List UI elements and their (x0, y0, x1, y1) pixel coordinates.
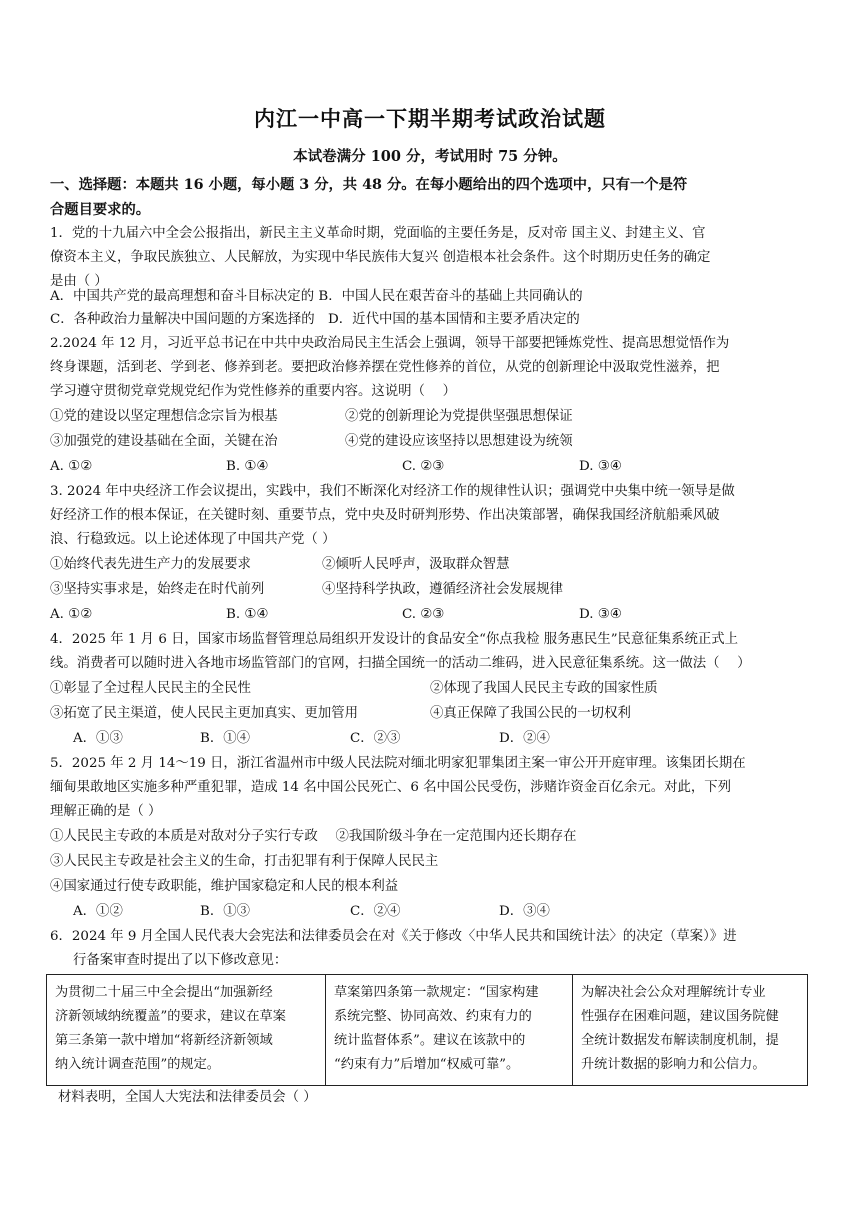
question-6-stem: 材料表明，全国人大宪法和法律委员会（ ） (58, 1090, 317, 1105)
question-3-text: 好经济工作的根本保证，在关键时刻、重要节点，党中央及时研判形势、作出决策部署，确保我国经济航船乘风破 (50, 508, 720, 523)
question-2-choice: B. ①④ (226, 459, 269, 474)
table-cell-line: 升统计数据的影响力和公信力。 (581, 1057, 766, 1072)
question-2-choice: D. ③④ (579, 459, 622, 474)
question-4-item: ①彰显了全过程人民民主的全民性 (50, 681, 251, 696)
question-4-item: ③拓宽了民主渠道，使人民民主更加真实、更加管用 (50, 706, 358, 721)
question-4-text: 线。消费者可以随时进入各地市场监管部门的官网，扫描全国统一的活动二维码，进入民意征集系统。这一做法（ ） (50, 656, 751, 671)
page-subtitle: 本试卷满分 100 分，考试用时 75 分钟。 (293, 148, 567, 165)
question-4-choice: D．②④ (499, 731, 550, 746)
table-cell (326, 975, 573, 1086)
question-4-item: ②体现了我国人民民主专政的国家性质 (430, 681, 658, 696)
question-2-item: ①党的建设以坚定理想信念宗旨为根基 (50, 409, 278, 424)
question-2-text: 学习遵守贯彻党章党规党纪作为党性修养的重要内容。这说明（ ） (50, 384, 456, 399)
table-cell-line: 统计监督体系”。建议在该款中的 (334, 1033, 526, 1048)
question-3-item: ③坚持实事求是，始终走在时代前列 (50, 582, 265, 597)
question-2-text: 终身课题，活到老、学到老、修养到老。要把政治修养摆在党性修养的首位，从党的创新理论中汲取党性滋养，把 (50, 360, 720, 375)
question-5-item: ①人民民主专政的本质是对敌对分子实行专政 ②我国阶级斗争在一定范围内还长期存在 (50, 829, 577, 844)
table-cell-line: 性强存在困难问题，建议国务院健 (581, 1009, 779, 1024)
question-5-text: 缅甸果敢地区实施多种严重犯罪，造成 14 名中国公民死亡、6 名中国公民受伤，涉赌诈资金百亿余元。对此，下列 (50, 780, 732, 795)
question-3-choice: B. ①④ (226, 607, 269, 622)
question-5-item: ③人民民主专政是社会主义的生命，打击犯罪有利于保障人民民主 (50, 854, 439, 869)
material-table (46, 974, 808, 1086)
question-2-item: ③加强党的建设基础在全面，关键在治 (50, 434, 278, 449)
question-3-item: ①始终代表先进生产力的发展要求 (50, 557, 251, 572)
question-5-text: 5．2025 年 2 月 14～19 日，浙江省温州市中级人民法院对缅北明家犯罪集团主案一审公开开庭审理。该集团长期在 (50, 756, 746, 771)
question-1-text: 是由（ ） (50, 274, 108, 289)
question-3-item: ②倾听人民呼声，汲取群众智慧 (322, 557, 510, 572)
table-cell-line: “约束有力”后增加“权威可靠”。 (334, 1057, 520, 1072)
question-2-item: ②党的创新理论为党提供坚强思想保证 (345, 409, 573, 424)
question-3-text: 3. 2024 年中央经济工作会议提出，实践中，我们不断深化对经济工作的规律性认识；强调党中央集中统一领导是做 (50, 484, 735, 499)
question-1-option: A．中国共产党的最高理想和奋斗目标决定的 B．中国人民在艰苦奋斗的基础上共同确认的 (50, 289, 583, 304)
table-cell-line: 第三条第一款中增加“将新经济新领域 (55, 1033, 273, 1048)
question-3-choice: A. ①② (50, 607, 93, 622)
table-cell-line: 为解决社会公众对理解统计专业 (581, 985, 766, 1000)
question-5-choice: A．①② (73, 904, 123, 919)
question-3-item: ④坚持科学执政，遵循经济社会发展规律 (322, 582, 564, 597)
question-3-text: 浪、行稳致远。以上论述体现了中国共产党（ ） (50, 532, 336, 547)
table-cell-line: 济新领域纳统覆盖”的要求，建议在草案 (55, 1009, 286, 1024)
question-5-choice: B．①③ (200, 904, 251, 919)
question-2-item: ④党的建设应该坚持以思想建设为统领 (345, 434, 573, 449)
section-heading: 一、选择题：本题共 16 小题，每小题 3 分，共 48 分。在每小题给出的四个选项中，只有一个是符 (50, 177, 688, 193)
question-5-choice: D．③④ (499, 904, 550, 919)
question-6-text: 行备案审查时提出了以下修改意见： (73, 953, 288, 968)
question-3-choice: C. ②③ (402, 607, 445, 622)
question-4-choice: B．①④ (200, 731, 251, 746)
question-1-text: 1．党的十九届六中全会公报指出，新民主主义革命时期，党面临的主要任务是，反对帝 国主义、封建主义、官 (50, 226, 706, 241)
question-4-choice: A．①③ (73, 731, 123, 746)
question-5-choice: C．②④ (350, 904, 401, 919)
question-5-item: ④国家通过行使专政职能，维护国家稳定和人民的根本利益 (50, 879, 399, 894)
question-4-choice: C．②③ (350, 731, 401, 746)
question-2-choice: A. ①② (50, 459, 93, 474)
question-3-choice: D. ③④ (579, 607, 622, 622)
page-title: 内江一中高一下期半期考试政治试题 (254, 106, 606, 131)
table-cell (47, 975, 326, 1086)
question-5-text: 理解正确的是（ ） (50, 804, 162, 819)
table-cell-line: 系统完整、协同高效、约束有力的 (334, 1009, 532, 1024)
question-2-choice: C. ②③ (402, 459, 445, 474)
table-cell-line: 全统计数据发布解读制度机制，提 (581, 1033, 779, 1048)
table-cell-line: 草案第四条第一款规定：“国家构建 (334, 985, 539, 1000)
question-4-item: ④真正保障了我国公民的一切权利 (430, 706, 631, 721)
question-2-text: 2.2024 年 12 月，习近平总书记在中共中央政治局民主生活会上强调，领导干部要把锤炼党性、提高思想觉悟作为 (50, 336, 730, 351)
question-1-option: C．各种政治力量解决中国问题的方案选择的 D．近代中国的基本国情和主要矛盾决定的 (50, 312, 580, 327)
question-4-text: 4．2025 年 1 月 6 日，国家市场监督管理总局组织开发设计的食品安全“你点我检 服务惠民生”民意征集系统正式上 (50, 632, 739, 647)
question-6-text: 6．2024 年 9 月全国人民代表大会宪法和法律委员会在对《关于修改〈中华人民共和国统计法〉的决定（草案）》进 (50, 929, 737, 944)
table-cell (573, 975, 808, 1086)
section-heading: 合题目要求的。 (50, 202, 151, 218)
table-cell-line: 为贯彻二十届三中全会提出“加强新经 (55, 985, 273, 1000)
table-row (47, 975, 808, 1086)
table-cell-line: 纳入统计调查范围”的规定。 (55, 1057, 220, 1072)
question-1-text: 僚资本主义，争取民族独立、人民解放，为实现中华民族伟大复兴 创造根本社会条件。这个时期历史任务的确定 (50, 250, 711, 265)
